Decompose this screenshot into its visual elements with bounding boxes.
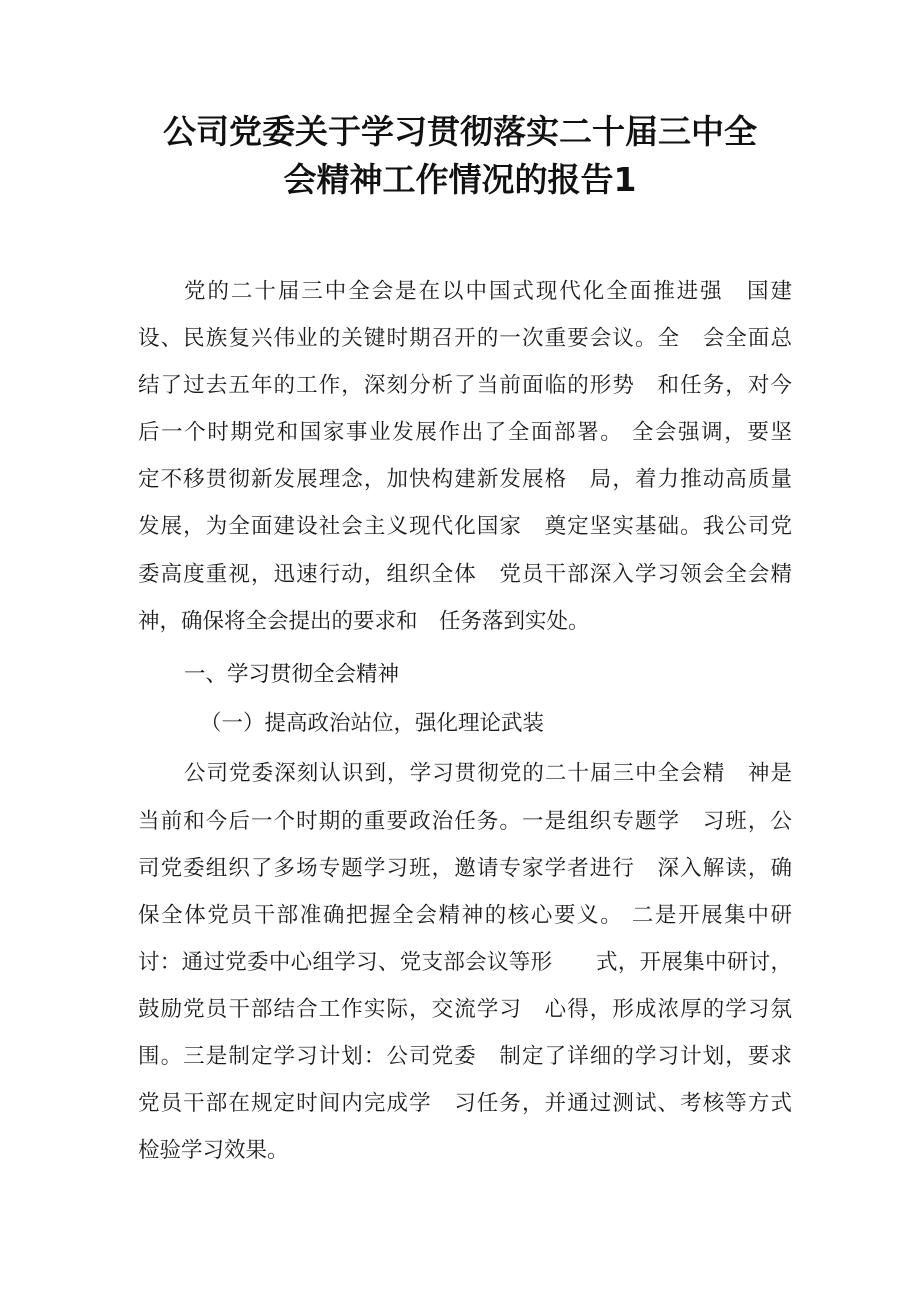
- paragraph-line: 神，确保将全会提出的要求和 任务落到实处。: [138, 609, 590, 634]
- paragraph-line: 讨：通过党委中心组学习、党支部会议等形 式，开展集中研讨，: [138, 950, 792, 975]
- paragraph-line: 定不移贯彻新发展理念，加快构建新发展格 局，着力推动高质量: [138, 467, 792, 492]
- paragraph-line: 当前和今后一个时期的重要政治任务。一是组织专题学 习班，公: [138, 809, 792, 834]
- paragraph-line: 设、民族复兴伟业的关键时期召开的一次重要会议。全 会全面总: [138, 326, 792, 351]
- paragraph-line: 检验学习效果。: [138, 1138, 289, 1163]
- paragraph-line: 党员干部在规定时间内完成学 习任务，并通过测试、考核等方式: [138, 1091, 792, 1116]
- paragraph-line: 党的二十届三中全会是在以中国式现代化全面推进强 国建: [184, 279, 792, 304]
- paragraph-line: 保全体党员干部准确把握全会精神的核心要义。 二是开展集中研: [138, 903, 792, 928]
- document-title-line-1: 公司党委关于学习贯彻落实二十届三中全: [163, 112, 757, 151]
- paragraph-line: 后一个时期党和国家事业发展作出了全面部署。 全会强调，要坚: [138, 420, 792, 445]
- section-heading-1: 一、学习贯彻全会精神: [184, 662, 400, 687]
- paragraph-line: 委高度重视，迅速行动，组织全体 党员干部深入学习领会全会精: [138, 562, 792, 587]
- subsection-heading-1: （一）提高政治站位，强化理论武装: [200, 711, 545, 736]
- document-title-line-2: 会精神工作情况的报告1: [283, 160, 637, 199]
- paragraph-line: 鼓励党员干部结合工作实际，交流学习 心得，形成浓厚的学习氛: [138, 997, 792, 1022]
- paragraph-line: 围。三是制定学习计划：公司党委 制定了详细的学习计划，要求: [138, 1044, 792, 1069]
- paragraph-line: 发展，为全面建设社会主义现代化国家 奠定坚实基础。我公司党: [138, 514, 792, 539]
- paragraph-line: 司党委组织了多场专题学习班，邀请专家学者进行 深入解读，确: [138, 856, 792, 881]
- paragraph-line: 公司党委深刻认识到，学习贯彻党的二十届三中全会精 神是: [184, 761, 792, 786]
- paragraph-line: 结了过去五年的工作，深刻分析了当前面临的形势 和任务，对今: [138, 373, 792, 398]
